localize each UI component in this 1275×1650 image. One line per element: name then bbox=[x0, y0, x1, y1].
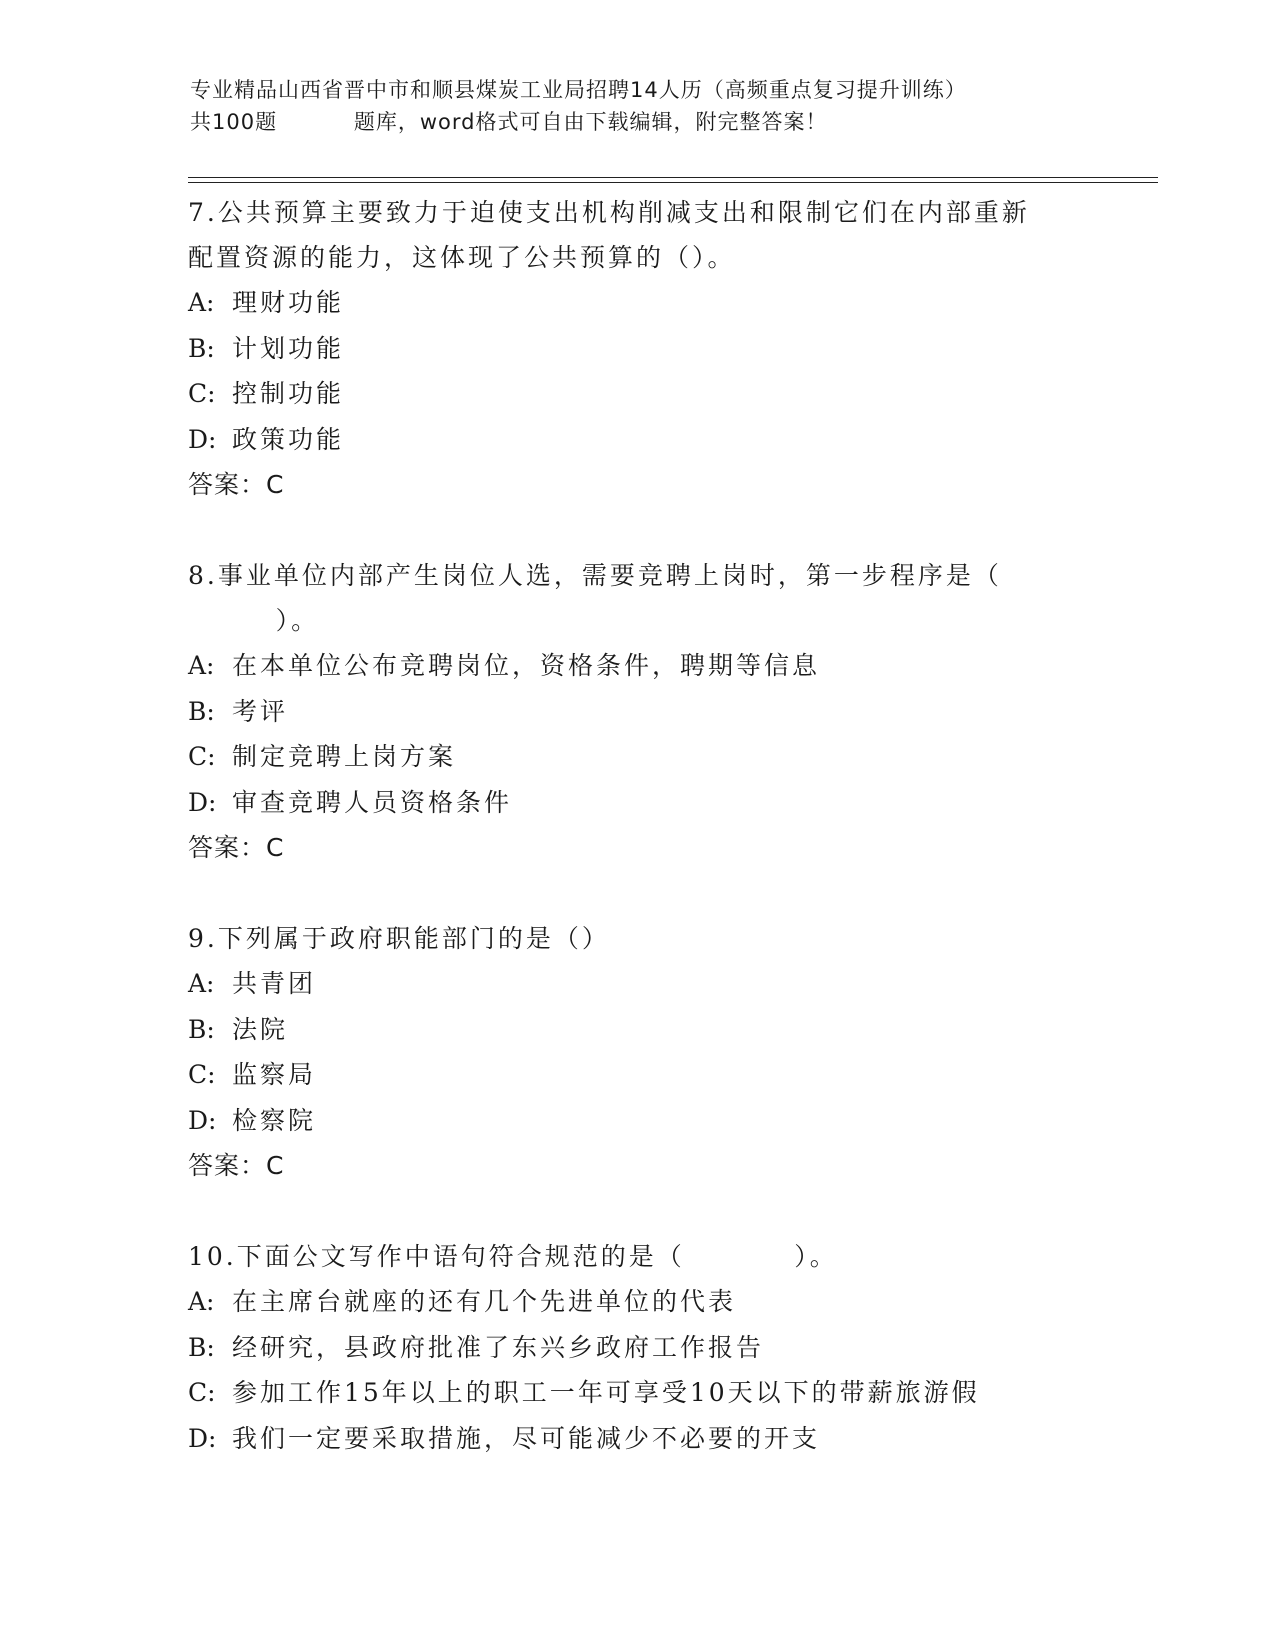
answer-line: 答案：C bbox=[188, 1151, 285, 1180]
question-stem bbox=[188, 916, 1048, 961]
question-stem bbox=[188, 190, 1048, 280]
option-text: 考评 bbox=[232, 696, 289, 726]
option-text: 参加工作15年以上的职工一年可享受10天以下的带薪旅游假 bbox=[232, 1378, 980, 1407]
option-c bbox=[188, 734, 1088, 780]
question-8 bbox=[188, 553, 1088, 870]
option-b bbox=[188, 1325, 1088, 1371]
option-d bbox=[188, 1416, 1088, 1462]
option-text: 监察局 bbox=[232, 1060, 317, 1089]
option-d bbox=[188, 1098, 1088, 1144]
option-b bbox=[188, 326, 1088, 372]
option-letter: D: bbox=[188, 787, 217, 817]
question-spacer bbox=[188, 507, 1088, 553]
option-letter: C: bbox=[188, 742, 216, 771]
header-title-line: 专业精品山西省晋中市和顺县煤炭工业局招聘14人历（高频重点复习提升训练） bbox=[190, 78, 967, 102]
option-d bbox=[188, 780, 1088, 826]
option-text: 在主席台就座的还有几个先进单位的代表 bbox=[232, 1287, 737, 1316]
option-c bbox=[188, 1052, 1088, 1098]
question-stem-line: ）。 bbox=[188, 606, 320, 635]
option-letter: A: bbox=[188, 651, 215, 680]
option-text: 审查竞聘人员资格条件 bbox=[232, 787, 513, 817]
option-letter: D: bbox=[188, 424, 217, 454]
option-d bbox=[188, 417, 1088, 463]
option-text: 理财功能 bbox=[232, 288, 345, 317]
option-a bbox=[188, 280, 1088, 326]
option-a bbox=[188, 643, 1088, 689]
document-header bbox=[190, 74, 1110, 138]
option-text: 在本单位公布竞聘岗位，资格条件，聘期等信息 bbox=[232, 651, 821, 680]
option-letter: C: bbox=[188, 1378, 216, 1407]
option-letter: D: bbox=[188, 1105, 217, 1135]
question-spacer bbox=[188, 1188, 1088, 1234]
option-letter: C: bbox=[188, 379, 216, 408]
option-c bbox=[188, 371, 1088, 417]
option-letter: D: bbox=[188, 1423, 217, 1453]
option-letter: B: bbox=[188, 1332, 215, 1362]
option-text: 经研究，县政府批准了东兴乡政府工作报告 bbox=[232, 1332, 765, 1362]
question-10 bbox=[188, 1234, 1088, 1461]
option-letter: A: bbox=[188, 1287, 215, 1316]
option-text: 法院 bbox=[232, 1014, 289, 1044]
option-b bbox=[188, 689, 1088, 735]
question-7 bbox=[188, 190, 1088, 507]
option-letter: A: bbox=[188, 969, 215, 998]
option-a bbox=[188, 961, 1088, 1007]
question-list bbox=[188, 190, 1088, 1461]
question-stem-line: 7.公共预算主要致力于迫使支出机构削减支出和限制它们在内部重新 bbox=[188, 198, 1030, 227]
question-stem bbox=[188, 553, 1048, 643]
question-stem-line: 配置资源的能力，这体现了公共预算的（）。 bbox=[188, 243, 736, 272]
header-divider-bottom bbox=[188, 182, 1158, 183]
question-spacer bbox=[188, 870, 1088, 916]
answer-line: 答案：C bbox=[188, 833, 285, 862]
option-text: 控制功能 bbox=[232, 379, 345, 408]
option-letter: B: bbox=[188, 696, 215, 726]
question-stem-line: 10.下面公文写作中语句符合规范的是（ ）。 bbox=[188, 1242, 838, 1271]
option-text: 政策功能 bbox=[232, 424, 345, 454]
answer-line: 答案：C bbox=[188, 470, 285, 499]
option-text: 共青团 bbox=[232, 969, 317, 998]
option-letter: C: bbox=[188, 1060, 216, 1089]
question-9 bbox=[188, 916, 1088, 1188]
option-text: 计划功能 bbox=[232, 333, 345, 363]
option-letter: B: bbox=[188, 1014, 215, 1044]
option-text: 制定竞聘上岗方案 bbox=[232, 742, 457, 771]
option-text: 检察院 bbox=[232, 1105, 317, 1135]
option-b bbox=[188, 1007, 1088, 1053]
header-divider-top bbox=[188, 177, 1158, 178]
option-letter: A: bbox=[188, 288, 215, 317]
question-stem bbox=[188, 1234, 1048, 1279]
option-letter: B: bbox=[188, 333, 215, 363]
header-subtitle-line: 共100题 题库，word格式可自由下载编辑，附完整答案！ bbox=[190, 110, 828, 134]
option-a bbox=[188, 1279, 1088, 1325]
option-c bbox=[188, 1370, 1088, 1416]
question-stem-line: 8.事业单位内部产生岗位人选，需要竞聘上岗时，第一步程序是（ bbox=[188, 561, 1002, 590]
option-text: 我们一定要采取措施，尽可能减少不必要的开支 bbox=[232, 1423, 821, 1453]
question-stem-line: 9.下列属于政府职能部门的是（） bbox=[188, 924, 610, 953]
